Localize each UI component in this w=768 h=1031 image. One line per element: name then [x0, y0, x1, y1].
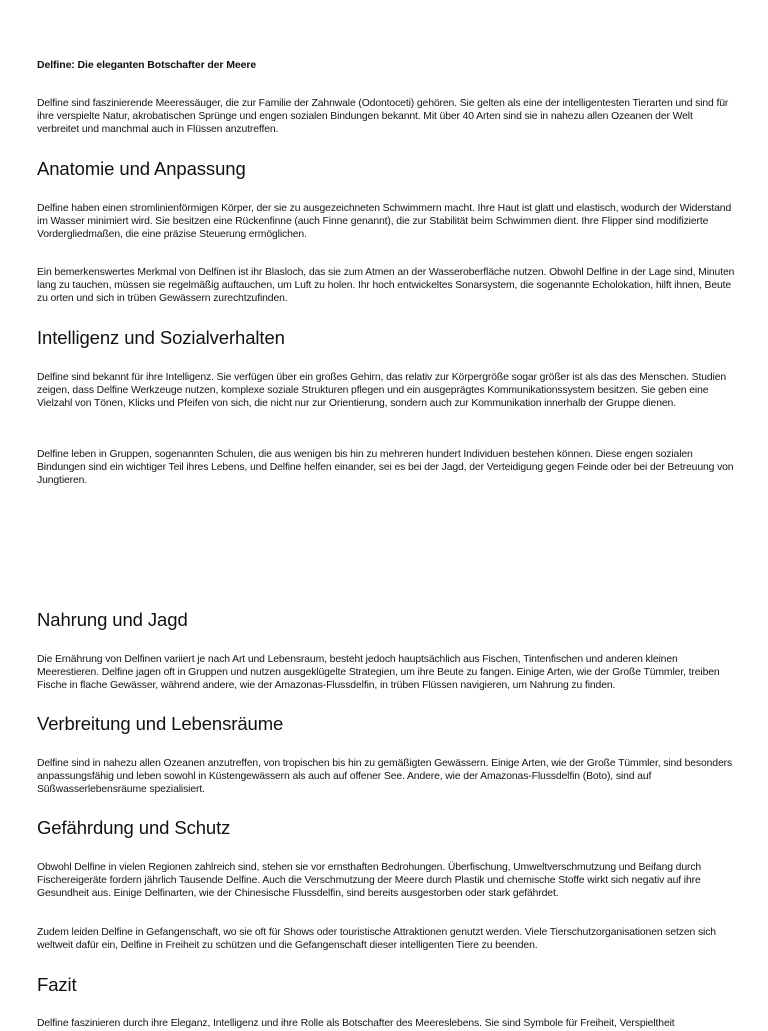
paragraph-verbreitung-1: Delfine sind in nahezu allen Ozeanen anzutreffen, von tropischen bis hin zu gemäßigten Gewässern. Einige Arten, wie der Große Tümmler, sind besonders anpassungsfähig und leben sowohl in Küstengewässern als auch auf offener See. Andere, wie der Amazonas-Flussdelfin (Boto), sind auf Süßwasserlebensräume spezialisiert. — [37, 758, 733, 795]
heading-anatomie: Anatomie und Anpassung — [37, 158, 246, 179]
paragraph-anatomie-1: Delfine haben einen stromlinienförmigen Körper, der sie zu ausgezeichneten Schwimmern macht. Ihre Haut ist glatt und elastisch, wodurch der Widerstand im Wasser minimiert wird. Sie besitzen eine Rückenfinne (auch Finne genannt), die zur Stabilität beim Schwimmen dient. Ihre Flipper sind modifizierte Vordergliedmaßen, die eine präzise Steuerung ermöglichen. — [37, 203, 732, 240]
document-title: Delfine: Die eleganten Botschafter der Meere — [37, 59, 257, 71]
paragraph-intelligenz-1: Delfine sind bekannt für ihre Intelligenz. Sie verfügen über ein großes Gehirn, das relativ zur Körpergröße sogar größer ist als das des Menschen. Studien zeigen, dass Delfine Werkzeuge nutzen, komplexe soziale Strukturen pflegen und ein ausgeprägtes Kommunikationssystem besitzen. Sie geben eine Vielzahl von Tönen, Klicks und Pfeifen von sich, die nicht nur zur Orientierung, sondern auch zur Kommunikation innerhalb der Gruppe dienen. — [37, 372, 727, 409]
paragraph-gefaehrdung-2: Zudem leiden Delfine in Gefangenschaft, wo sie oft für Shows oder touristische Attraktionen genutzt werden. Viele Tierschutzorganisationen setzen sich weltweit dafür ein, Delfine in Freiheit zu schützen und die Gefangenschaft dieser intelligenten Tiere zu beenden. — [37, 927, 716, 951]
heading-intelligenz: Intelligenz und Sozialverhalten — [37, 327, 285, 348]
paragraph-intelligenz-2: Delfine leben in Gruppen, sogenannten Schulen, die aus wenigen bis hin zu mehreren hundert Individuen bestehen können. Diese engen sozialen Bindungen sind ein wichtiger Teil ihres Lebens, und Delfine helfen einander, sei es bei der Jagd, der Verteidigung gegen Feinde oder bei der Betreuung von Jungtieren. — [37, 449, 734, 486]
heading-fazit: Fazit — [37, 974, 77, 995]
intro-paragraph: Delfine sind faszinierende Meeressäuger, die zur Familie der Zahnwale (Odontoceti) gehören. Sie gelten als eine der intelligentesten Tierarten und sind für ihre verspielte Natur, akrobatischen Sprünge und engen sozialen Bindungen bekannt. Mit über 40 Arten sind sie in nahezu allen Ozeanen der Welt verbreitet und manchmal auch in Flüssen anzutreffen. — [37, 98, 729, 135]
heading-gefaehrdung: Gefährdung und Schutz — [37, 817, 231, 838]
heading-nahrung: Nahrung und Jagd — [37, 609, 188, 630]
paragraph-fazit-1: Delfine faszinieren durch ihre Eleganz, Intelligenz und ihre Rolle als Botschafter des Meereslebens. Sie sind Symbole für Freiheit, Verspieltheit — [37, 1018, 675, 1029]
paragraph-anatomie-2: Ein bemerkenswertes Merkmal von Delfinen ist ihr Blasloch, das sie zum Atmen an der Wasseroberfläche nutzen. Obwohl Delfine in der Lage sind, Minuten lang zu tauchen, müssen sie regelmäßig auftauchen, um Luft zu holen. Ihr hoch entwickeltes Sonarsystem, die sogenannte Echolokation, hilft ihnen, Beute zu orten und sich in trüben Gewässern zurechtzufinden. — [37, 267, 735, 304]
paragraph-gefaehrdung-1: Obwohl Delfine in vielen Regionen zahlreich sind, stehen sie vor ernsthaften Bedrohungen. Überfischung, Umweltverschmutzung und Beifang durch Fischereigeräte fordern jährlich Tausende Delfine. Auch die Verschmutzung der Meere durch Plastik und chemische Stoffe wirkt sich negativ auf ihre Gesundheit aus. Einige Delfinarten, wie der Chinesische Flussdelfin, sind bereits ausgestorben oder stark gefährdet. — [37, 862, 702, 899]
heading-verbreitung: Verbreitung und Lebensräume — [37, 713, 284, 734]
paragraph-nahrung-1: Die Ernährung von Delfinen variiert je nach Art und Lebensraum, besteht jedoch hauptsächlich aus Fischen, Tintenfischen und anderen kleinen Meerestieren. Delfine jagen oft in Gruppen und nutzen ausgeklügelte Strategien, um ihre Beute zu fangen. Einige Arten, wie der Große Tümmler, treiben Fische in flache Gewässer, während andere, wie der Amazonas-Flussdelfin, in trüben Flüssen navigieren, um Nahrung zu finden. — [37, 654, 720, 691]
